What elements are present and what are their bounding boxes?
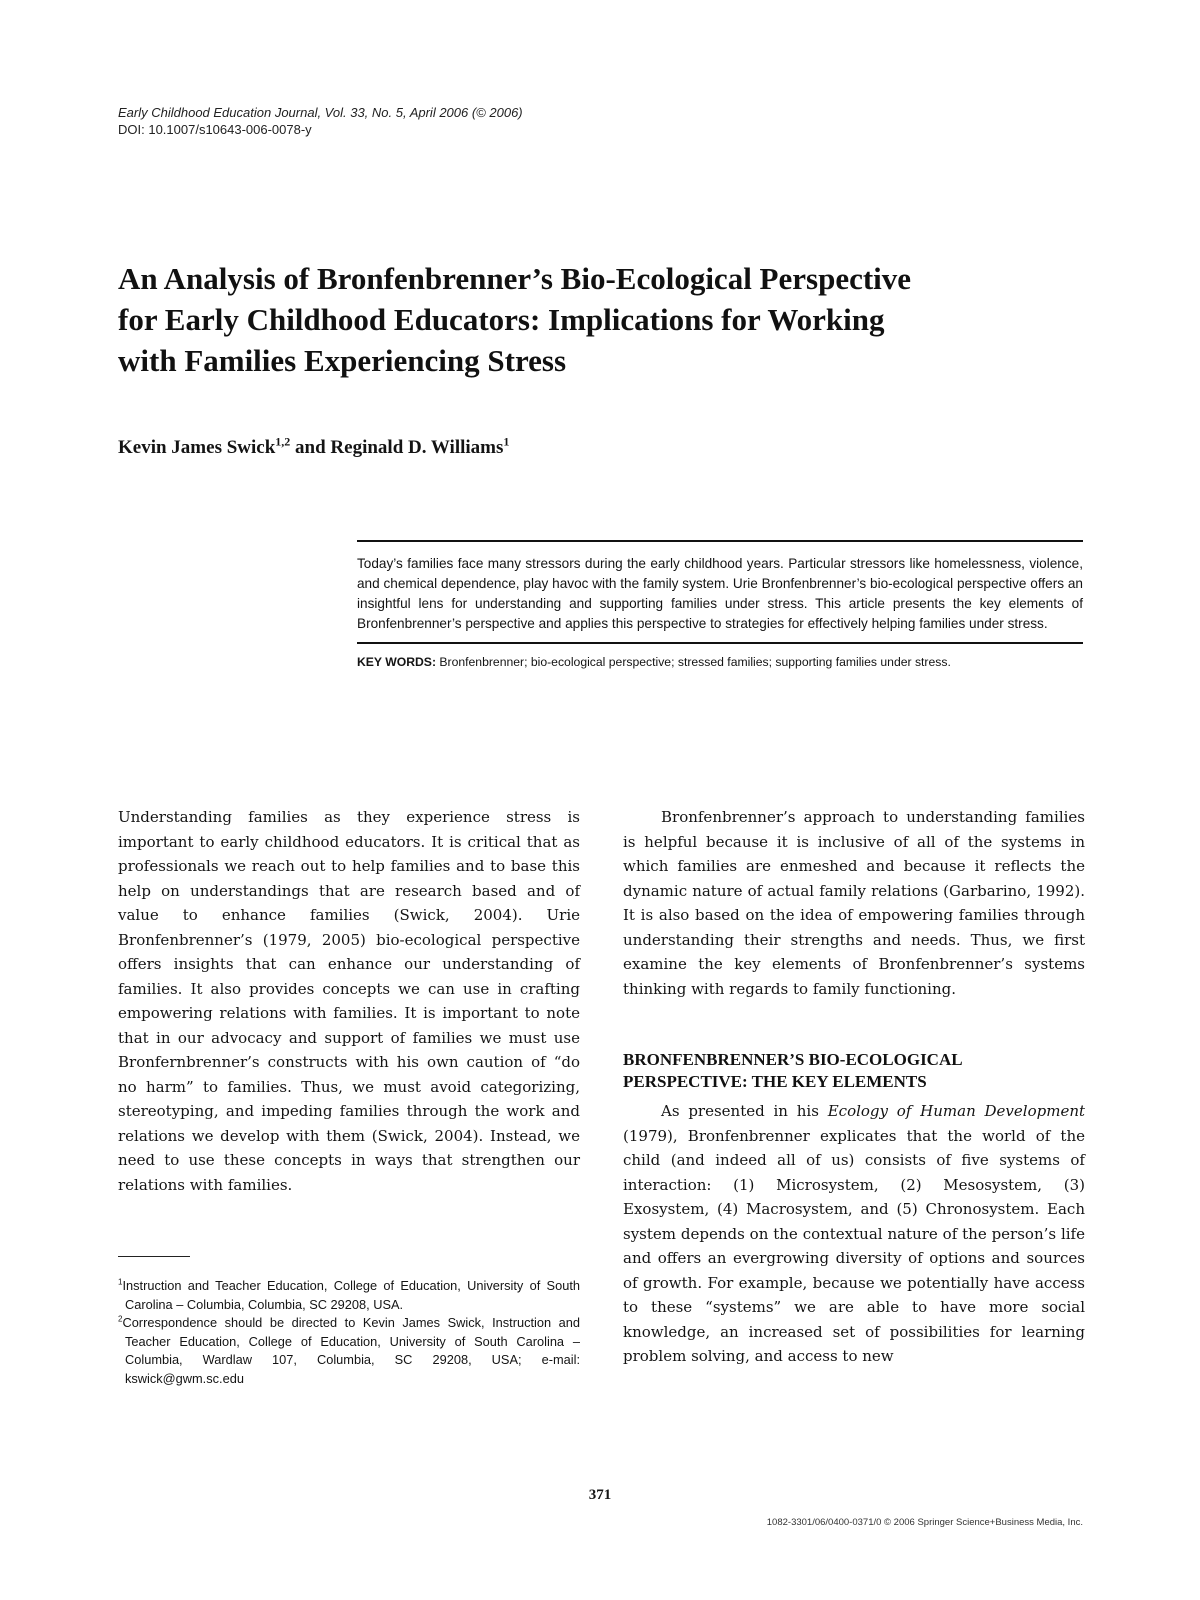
author-1-name: Kevin James Swick — [118, 437, 276, 458]
author-2-affiliation-marks: 1 — [503, 434, 510, 449]
footnote-divider — [118, 1256, 190, 1257]
author-connector: and — [290, 437, 331, 458]
footnote-2-mark: 2 — [118, 1314, 123, 1324]
title-line-1: An Analysis of Bronfenbrenner’s Bio-Ecological Perspective — [118, 261, 912, 296]
keywords — [357, 654, 1083, 671]
footnote-2 — [118, 1314, 580, 1388]
book-title: Ecology of Human Development — [827, 1102, 1086, 1120]
copyright-line: 1082-3301/06/0400-0371/0 © 2006 Springer Science+Business Media, Inc. — [766, 1517, 1083, 1528]
title-line-3: with Families Experiencing Stress — [118, 343, 567, 378]
section-heading-line-1: BRONFENBRENNER’S BIO-ECOLOGICAL — [623, 1050, 963, 1069]
body-column-left — [118, 805, 580, 1197]
footnote-1-mark: 1 — [118, 1277, 123, 1287]
journal-reference: Early Childhood Education Journal, Vol. 33, No. 5, April 2006 (© 2006) — [118, 105, 523, 120]
title-line-2: for Early Childhood Educators: Implications for Working — [118, 302, 885, 337]
systems-text-start: As presented in his — [661, 1102, 828, 1120]
page-number: 371 — [588, 1487, 612, 1503]
footnotes — [118, 1277, 580, 1388]
section-heading-line-2: PERSPECTIVE: THE KEY ELEMENTS — [623, 1072, 927, 1091]
body-paragraph-intro: Understanding families as they experience stress is important to early childhood educators. It is critical that as professionals we reach out to help families and to base this help on understandings that are research based and of value to enhance families (Swick, 2004). Urie Bronfenbrenner’s (1979, 2005) bio-ecological perspective offers insights that can enhance our understanding of families. It also provides concepts we can use in crafting empowering relations with families. It is important to note that in our advocacy and support of families we must use Bronfernbrenner’s constructs with his own caution of “do no harm” to families. Thus, we must avoid categorizing, stereotyping, and impeding families through the work and relations we develop with them (Swick, 2004). Instead, we need to use these concepts in ways that strengthen our relations with families. — [118, 808, 580, 1194]
body-column-right — [623, 805, 1085, 1369]
footnote-1 — [118, 1277, 580, 1314]
body-paragraph-systems — [623, 1099, 1085, 1369]
footnote-2-text: Correspondence should be directed to Kevin James Swick, Instruction and Teacher Education, College of Education, University of South Carolina – Columbia, Wardlaw 107, Columbia, SC 29208, USA; e-mail: kswick@gwm.sc.edu — [122, 1315, 580, 1386]
keywords-list: Bronfenbrenner; bio-ecological perspective; stressed families; supporting families under stress. — [439, 655, 951, 669]
abstract-text: Today’s families face many stressors during the early childhood years. Particular stressors like homelessness, violence, and chemical dependence, play havoc with the family system. Urie Bronfenbrenner’s bio-ecological perspective offers an insightful lens for understanding and supporting families under stress. This article presents the key elements of Bronfenbrenner’s perspective and applies this perspective to strategies for effectively helping families under stress. — [357, 556, 1083, 631]
section-heading — [623, 1049, 1085, 1093]
author-1-affiliation-marks: 1,2 — [275, 434, 291, 449]
article-title — [118, 258, 1078, 381]
keywords-label: KEY WORDS: — [357, 655, 436, 669]
systems-text-rest: (1979), Bronfenbrenner explicates that the world of the child (and indeed all of us) consists of five systems of interaction: (1) Microsystem, (2) Mesosystem, (3) Exosystem, (4) Macrosystem, and (5) Chronosystem. Each system depends on the contextual nature of the person’s life and offers an evergrowing diversity of options and sources of growth. For example, because we potentially have access to these “systems” we are able to have more social knowledge, an increased set of possibilities for learning problem solving, and access to new — [623, 1126, 1085, 1365]
footnote-1-text: Instruction and Teacher Education, College of Education, University of South Carolina – Columbia, Columbia, SC 29208, USA. — [122, 1278, 580, 1312]
author-list — [118, 436, 509, 460]
abstract — [357, 540, 1083, 671]
abstract-divider — [357, 642, 1083, 644]
body-paragraph-approach: Bronfenbrenner’s approach to understanding families is helpful because it is inclusive of all of the systems in which families are enmeshed and because it reflects the dynamic nature of actual family relations (Garbarino, 1992). It is also based on the idea of empowering families through understanding their strengths and needs. Thus, we first examine the key elements of Bronfenbrenner’s systems thinking with regards to family functioning. — [623, 808, 1085, 998]
author-2-name: Reginald D. Williams — [330, 437, 504, 458]
doi: DOI: 10.1007/s10643-006-0078-y — [118, 122, 312, 137]
